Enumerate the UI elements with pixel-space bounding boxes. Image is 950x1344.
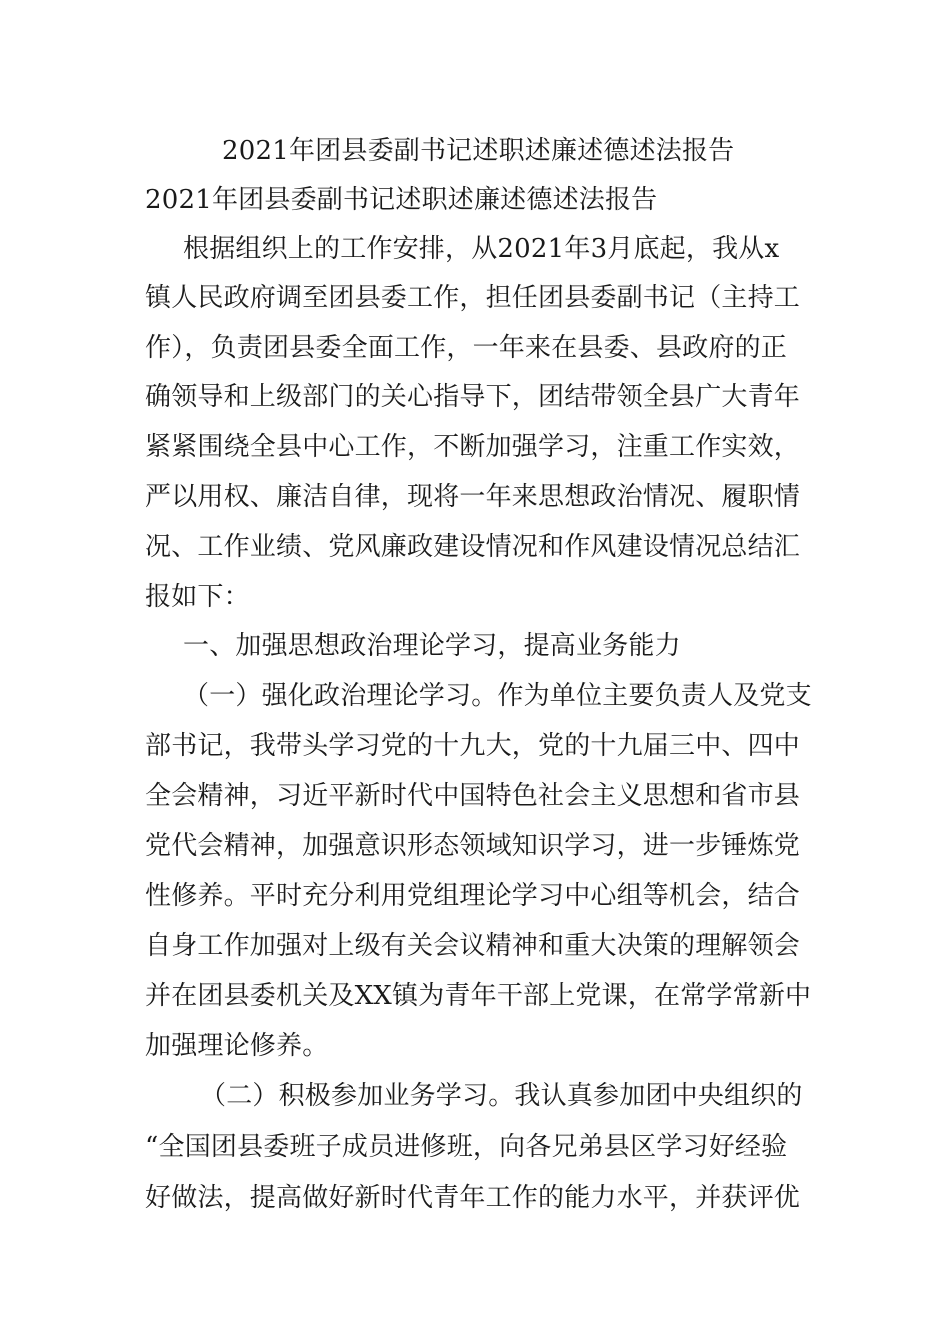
subsection-heading-line: （二）积极参加业务学习。我认真参加团中央组织的 xyxy=(200,1081,803,1111)
body-line: 性修养。平时充分利用党组理论学习中心组等机会，结合 xyxy=(145,881,801,911)
body-line: 加强理论修养。 xyxy=(145,1031,329,1061)
body-line: 部书记，我带头学习党的十九大，党的十九届三中、四中 xyxy=(145,731,801,761)
body-line: 根据组织上的工作安排，从2021年3月底起，我从x xyxy=(183,234,780,264)
body-line: 自身工作加强对上级有关会议精神和重大决策的理解领会 xyxy=(145,931,801,961)
body-line: 作），负责团县委全面工作，一年来在县委、县政府的正 xyxy=(145,333,788,363)
section-heading: 一、加强思想政治理论学习，提高业务能力 xyxy=(183,631,681,661)
body-line: 紧紧围绕全县中心工作，不断加强学习，注重工作实效， xyxy=(145,432,801,462)
document-subtitle: 2021年团县委副书记述职述廉述德述法报告 xyxy=(145,185,658,215)
body-line: 严以用权、廉洁自律，现将一年来思想政治情况、履职情 xyxy=(145,482,801,512)
body-line: 镇人民政府调至团县委工作，担任团县委副书记（主持工 xyxy=(145,283,801,313)
body-line: 好做法，提高做好新时代青年工作的能力水平，并获评优 xyxy=(145,1183,801,1213)
subsection-heading-line: （一）强化政治理论学习。作为单位主要负责人及党支 xyxy=(183,681,812,711)
body-line: 报如下： xyxy=(145,582,250,612)
body-line: 全会精神，习近平新时代中国特色社会主义思想和省市县 xyxy=(145,781,801,811)
body-line: 况、工作业绩、党风廉政建设情况和作风建设情况总结汇 xyxy=(145,532,801,562)
document-title: 2021年团县委副书记述职述廉述德述法报告 xyxy=(222,136,735,166)
body-line: 党代会精神，加强意识形态领域知识学习，进一步锤炼党 xyxy=(145,831,801,861)
body-line: 确领导和上级部门的关心指导下，团结带领全县广大青年 xyxy=(145,382,801,412)
body-line: “全国团县委班子成员进修班，向各兄弟县区学习好经验 xyxy=(145,1132,788,1162)
body-line: 并在团县委机关及XX镇为青年干部上党课，在常学常新中 xyxy=(145,981,812,1011)
